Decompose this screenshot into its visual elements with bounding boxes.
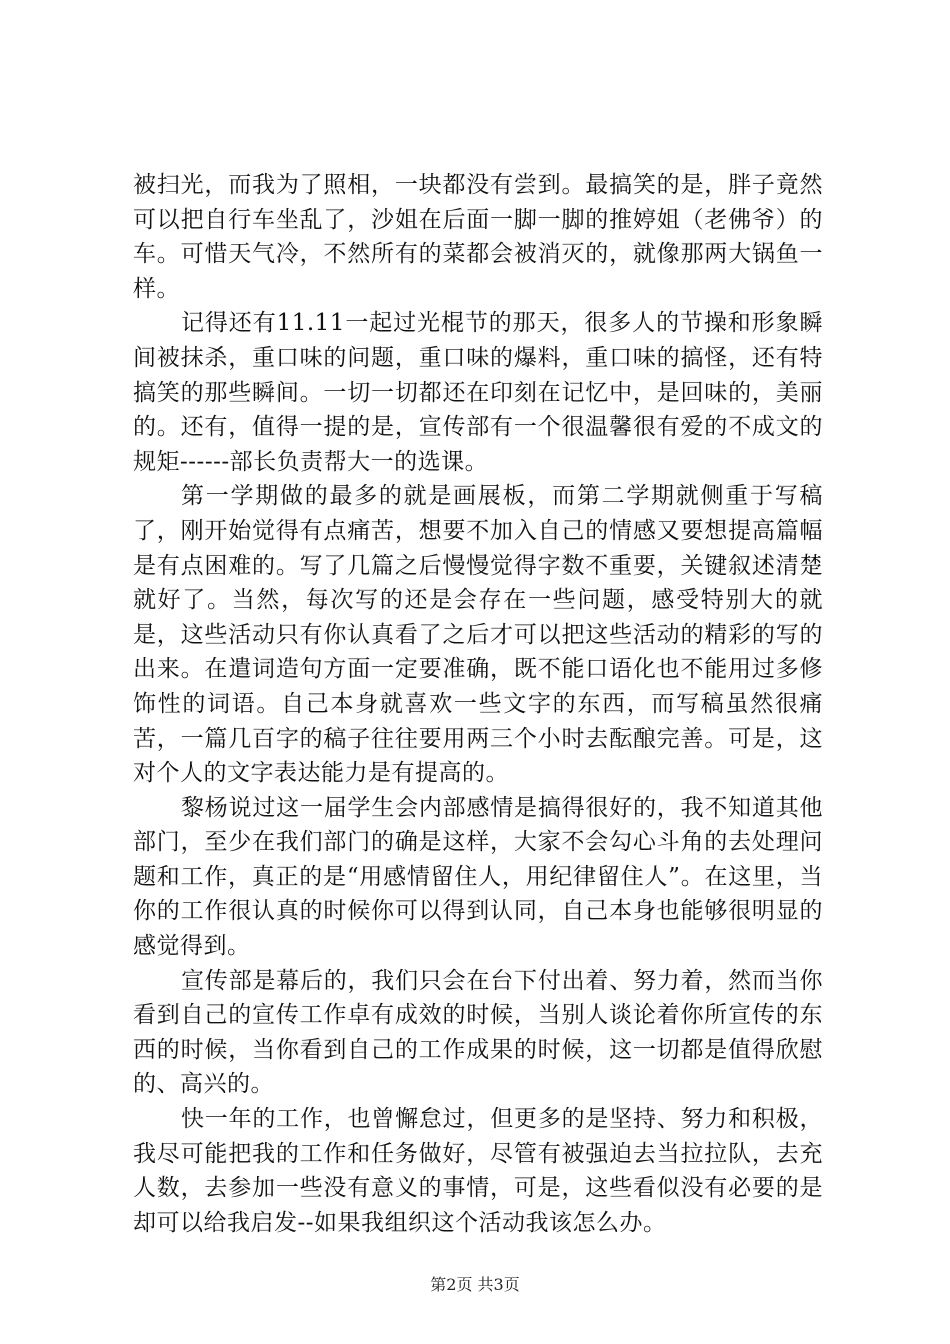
- paragraph-behind-scenes: 宣传部是幕后的，我们只会在台下付出着、努力着，然而当你看到自己的宣传工作卓有成效的时候，当别人谈论着你所宣传的东西的时候，当你看到自己的工作成果的时候，这一切都是值得欣慰的、高兴的。: [133, 967, 823, 1098]
- paragraph-year-summary: 快一年的工作，也曾懈怠过，但更多的是坚持、努力和积极，我尽可能把我的工作和任务做好，尽管有被强迫去当拉拉队，去充人数，去参加一些没有意义的事情，可是，这些看似没有必要的是却可以给我启发--如果我组织这个活动我该怎么办。: [133, 1106, 823, 1236]
- page-number-footer: 第2页 共3页: [430, 1275, 520, 1294]
- paragraph-continuation: 被扫光，而我为了照相，一块都没有尝到。最搞笑的是，胖子竟然可以把自行车坐乱了，沙姐在后面一脚一脚的推婷姐（老佛爷）的车。可惜天气冷，不然所有的菜都会被消灭的，就像那两大锅鱼一样。: [133, 172, 823, 302]
- paragraph-team-spirit: 黎杨说过这一届学生会内部感情是搞得很好的，我不知道其他部门，至少在我们部门的确是这样，大家不会勾心斗角的去处理问题和工作，真正的是“用感情留住人，用纪律留住人”。在这里，当你的工作很认真的时候你可以得到认同，自己本身也能够很明显的感觉得到。: [133, 794, 823, 960]
- paragraph-singles-day: 记得还有11.11一起过光棍节的那天，很多人的节操和形象瞬间被抹杀，重口味的问题，重口味的爆料，重口味的搞怪，还有特搞笑的那些瞬间。一切一切都还在印刻在记忆中，是回味的，美丽的。还有，值得一提的是，宣传部有一个很温馨很有爱的不成文的规矩------部长负责帮大一的选课。: [133, 310, 823, 475]
- document-body: [133, 168, 823, 1240]
- paragraph-writing-work: 第一学期做的最多的就是画展板，而第二学期就侧重于写稿了，刚开始觉得有点痛苦，想要不加入自己的情感又要想提高篇幅是有点困难的。写了几篇之后慢慢觉得字数不重要，关键叙述清楚就好了。当然，每次写的还是会存在一些问题，感受特别大的就是，这些活动只有你认真看了之后才可以把这些活动的精彩的写的出来。在遣词造句方面一定要准确，既不能口语化也不能用过多修饰性的词语。自己本身就喜欢一些文字的东西，而写稿虽然很痛苦，一篇几百字的稿子往往要用两三个小时去酝酿完善。可是，这对个人的文字表达能力是有提高的。: [133, 483, 823, 787]
